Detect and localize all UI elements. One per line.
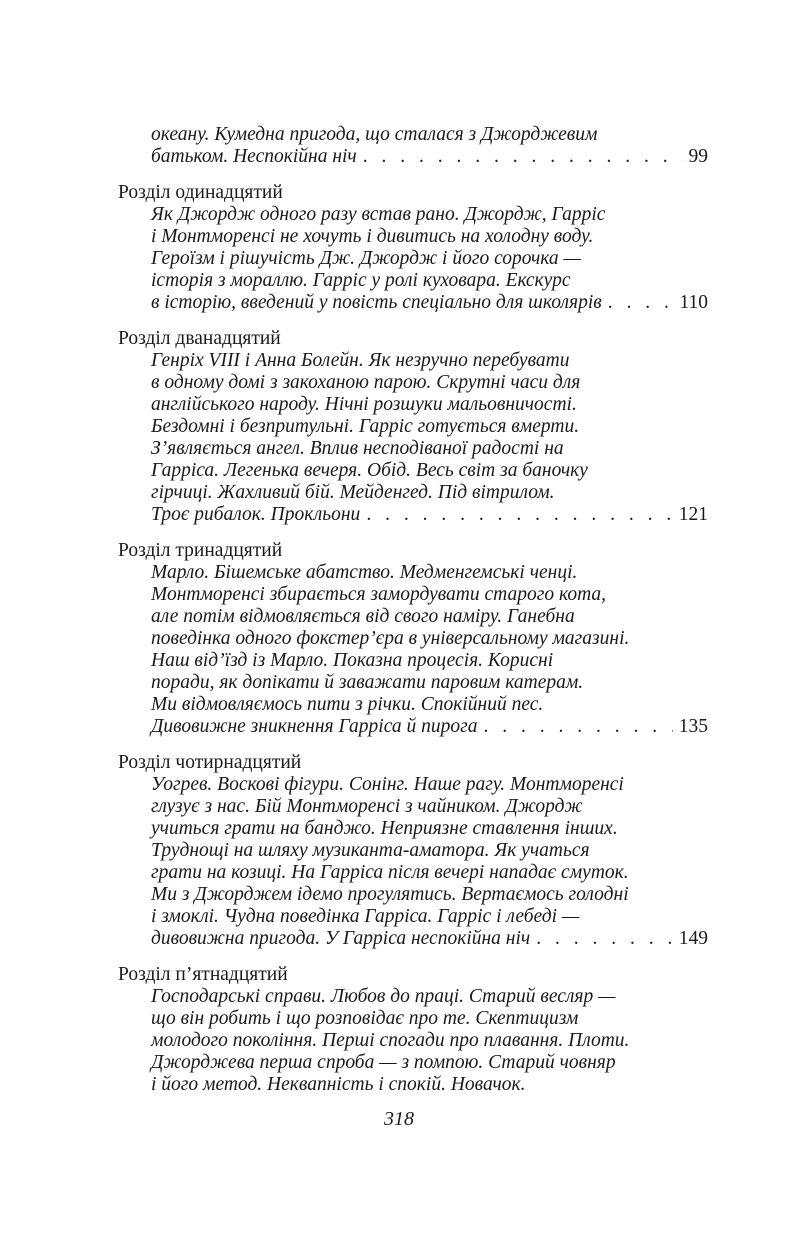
table-of-contents — [118, 124, 708, 1110]
description-text: Троє рибалок. Прокльони — [151, 504, 361, 525]
chapter-description — [118, 774, 708, 950]
chapter-description — [118, 124, 708, 168]
description-line: молодого покоління. Перші спогади про плавання. Плоти. — [151, 1030, 630, 1051]
description-line: гірчиці. Жахливий бій. Мейденгед. Під вітрилом. — [151, 482, 555, 503]
description-line: поради, як допікати й заважати паровим катерам. — [151, 672, 584, 693]
chapter-description — [118, 350, 708, 526]
chapter-description — [118, 986, 708, 1096]
description-line: що він робить і що розповідає про те. Скептицизм — [151, 1008, 579, 1029]
description-line — [151, 716, 708, 738]
description-line: Уогрев. Воскові фігури. Сонінг. Наше рагу. Монтморенсі — [151, 774, 624, 795]
dot-leader — [363, 146, 683, 168]
description-line: З’являється ангел. Вплив несподіваної радості на — [151, 438, 564, 459]
dot-leader — [483, 716, 672, 738]
chapter-description — [118, 562, 708, 738]
toc-entry — [118, 328, 708, 526]
page-number: 318 — [384, 1108, 414, 1130]
description-line — [151, 504, 708, 526]
dot-leader — [608, 292, 674, 314]
description-line: Героїзм і рішучість Дж. Джордж і його сорочка — — [151, 248, 581, 269]
description-line — [151, 292, 708, 314]
description-line: Ми відмовляємось пити з річки. Спокійний пес. — [151, 694, 544, 715]
chapter-title: Розділ чотирнадцятий — [118, 752, 302, 773]
dot-leader — [536, 928, 673, 950]
description-line: Марло. Бішемське абатство. Медменгемські ченці. — [151, 562, 578, 583]
description-text: Дивовижне зникнення Гарріса й пирога — [151, 716, 478, 737]
description-line: Генріх VIII і Анна Болейн. Як незручно перебувати — [151, 350, 570, 371]
description-text: дивовижна пригода. У Гарріса неспокійна ніч — [151, 928, 531, 949]
page-reference: 99 — [688, 146, 708, 167]
page-reference: 110 — [679, 292, 708, 313]
description-text: в історію, введений у повість спеціально для школярів — [151, 292, 602, 313]
description-line: Бездомні і безпритульні. Гарріс готується вмерти. — [151, 416, 580, 437]
chapter-description — [118, 204, 708, 314]
description-line: грати на козиці. На Гарріса після вечері нападає смуток. — [151, 862, 629, 883]
description-line: і Монтморенсі не хочуть і дивитись на холодну воду. — [151, 226, 594, 247]
page-reference: 135 — [678, 716, 708, 737]
description-line: глузує з нас. Бій Монтморенсі з чайником. Джордж — [151, 796, 583, 817]
chapter-title: Розділ дванадцятий — [118, 328, 281, 349]
toc-entry — [118, 752, 708, 950]
description-line — [151, 146, 708, 168]
description-line: англійського народу. Нічні розшуки мальовничості. — [151, 394, 577, 415]
description-line: Наш від’їзд із Марло. Показна процесія. Корисні — [151, 650, 554, 671]
description-line: океану. Кумедна пригода, що сталася з Джорджевим — [151, 124, 598, 145]
description-line: Джорджева перша спроба — з помпою. Старий човняр — [151, 1052, 616, 1073]
chapter-title: Розділ п’ятнадцятий — [118, 964, 288, 985]
toc-entry — [118, 540, 708, 738]
chapter-title: Розділ одинадцятий — [118, 182, 283, 203]
description-line: історія з мораллю. Гарріс у ролі куховара. Екскурс — [151, 270, 571, 291]
description-line: Труднощі на шляху музиканта-аматора. Як учаться — [151, 840, 590, 861]
description-line: в одному домі з закоханою парою. Скрутні часи для — [151, 372, 581, 393]
description-line: Як Джордж одного разу встав рано. Джордж, Гарріс — [151, 204, 606, 225]
page-reference: 121 — [678, 504, 708, 525]
description-line: Гарріса. Легенька вечеря. Обід. Весь світ за баночку — [151, 460, 588, 481]
description-text: батьком. Неспокійна ніч — [151, 146, 357, 167]
description-line: учиться грати на банджо. Неприязне ставлення інших. — [151, 818, 618, 839]
description-line — [151, 928, 708, 950]
description-line: Господарські справи. Любов до праці. Старий весляр — — [151, 986, 616, 1007]
description-line: поведінка одного фокстер’єра в універсальному магазині. — [151, 628, 630, 649]
description-line: Ми з Джорджем ідемо прогулятись. Вертаємось голодні — [151, 884, 629, 905]
chapter-title: Розділ тринадцятий — [118, 540, 283, 561]
description-line: і його метод. Неквапність і спокій. Новачок. — [151, 1074, 526, 1095]
description-line: але потім відмовляється від свого наміру. Ганебна — [151, 606, 575, 627]
toc-entry — [118, 964, 708, 1096]
description-line: і змоклі. Чудна поведінка Гарріса. Гарріс і лебеді — — [151, 906, 580, 927]
dot-leader — [366, 504, 672, 526]
page-reference: 149 — [678, 928, 708, 949]
description-line: Монтморенсі збирається замордувати старого кота, — [151, 584, 607, 605]
toc-entry — [118, 124, 708, 168]
toc-entry — [118, 182, 708, 314]
